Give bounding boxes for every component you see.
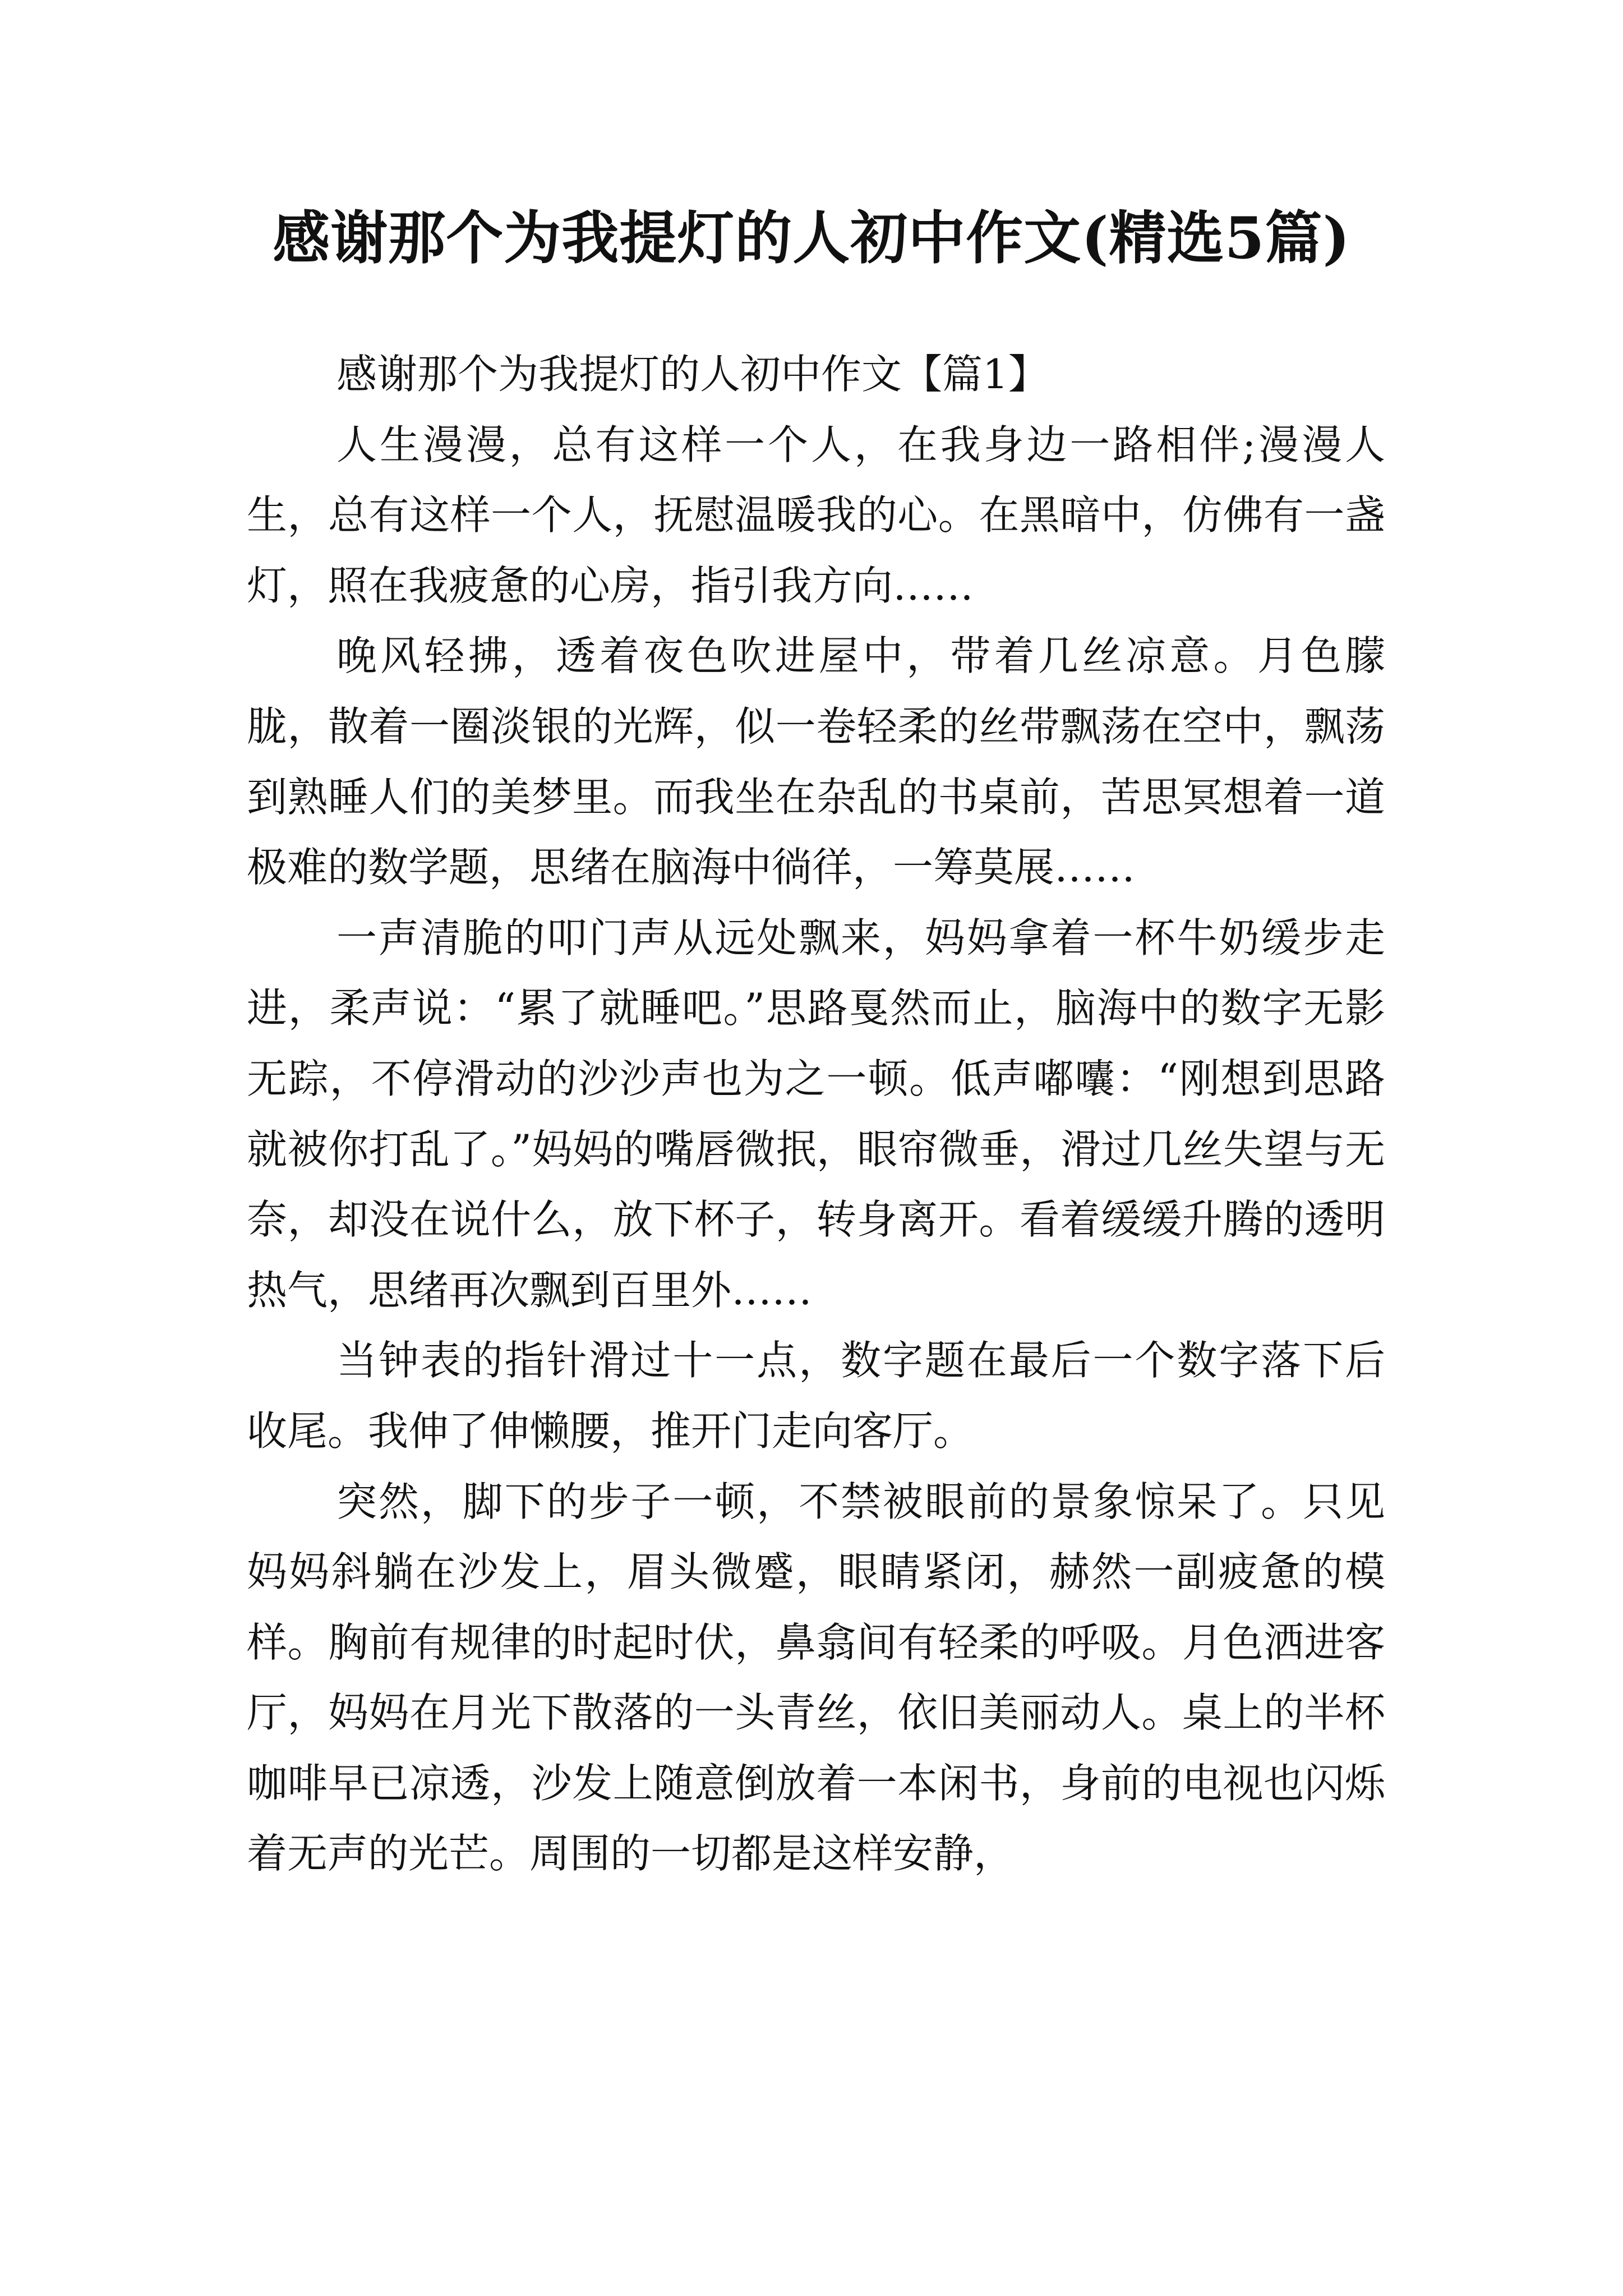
section-heading: 感谢那个为我提灯的人初中作文【篇1】 xyxy=(336,351,1049,398)
paragraph: 晚风轻拂，透着夜色吹进屋中，带着几丝凉意。月色朦胧，散着一圈淡银的光辉，似一卷轻柔的丝带飘荡在空中，飘荡到熟睡人们的美梦里。而我坐在杂乱的书桌前，苦思冥想着一道极难的数学题，思绪在脑海中徜徉，一筹莫展…… xyxy=(247,632,1385,891)
paragraph: 当钟表的指针滑过十一点，数字题在最后一个数字落下后收尾。我伸了伸懒腰，推开门走向客厅。 xyxy=(247,1337,1385,1455)
document-body xyxy=(247,339,1385,1889)
paragraph: 突然，脚下的步子一顿，不禁被眼前的景象惊呆了。只见妈妈斜躺在沙发上，眉头微蹙，眼睛紧闭，赫然一副疲惫的模样。胸前有规律的时起时伏，鼻翕间有轻柔的呼吸。月色洒进客厅，妈妈在月光下散落的一头青丝，依旧美丽动人。桌上的半杯咖啡早已凉透，沙发上随意倒放着一本闲书，身前的电视也闪烁着无声的光芒。周围的一切都是这样安静， xyxy=(247,1478,1385,1878)
paragraph: 一声清脆的叩门声从远处飘来，妈妈拿着一杯牛奶缓步走进，柔声说：“累了就睡吧。”思路戛然而止，脑海中的数字无影无踪，不停滑动的沙沙声也为之一顿。低声嘟囔：“刚想到思路就被你打乱了。”妈妈的嘴唇微抿，眼帘微垂，滑过几丝失望与无奈，却没在说什么，放下杯子，转身离开。看着缓缓升腾的透明热气，思绪再次飘到百里外…… xyxy=(247,914,1385,1314)
paragraph: 人生漫漫，总有这样一个人，在我身边一路相伴;漫漫人生，总有这样一个人，抚慰温暖我的心。在黑暗中，仿佛有一盏灯，照在我疲惫的心房，指引我方向…… xyxy=(247,421,1385,609)
document-title: 感谢那个为我提灯的人初中作文(精选5篇) xyxy=(273,205,1350,272)
